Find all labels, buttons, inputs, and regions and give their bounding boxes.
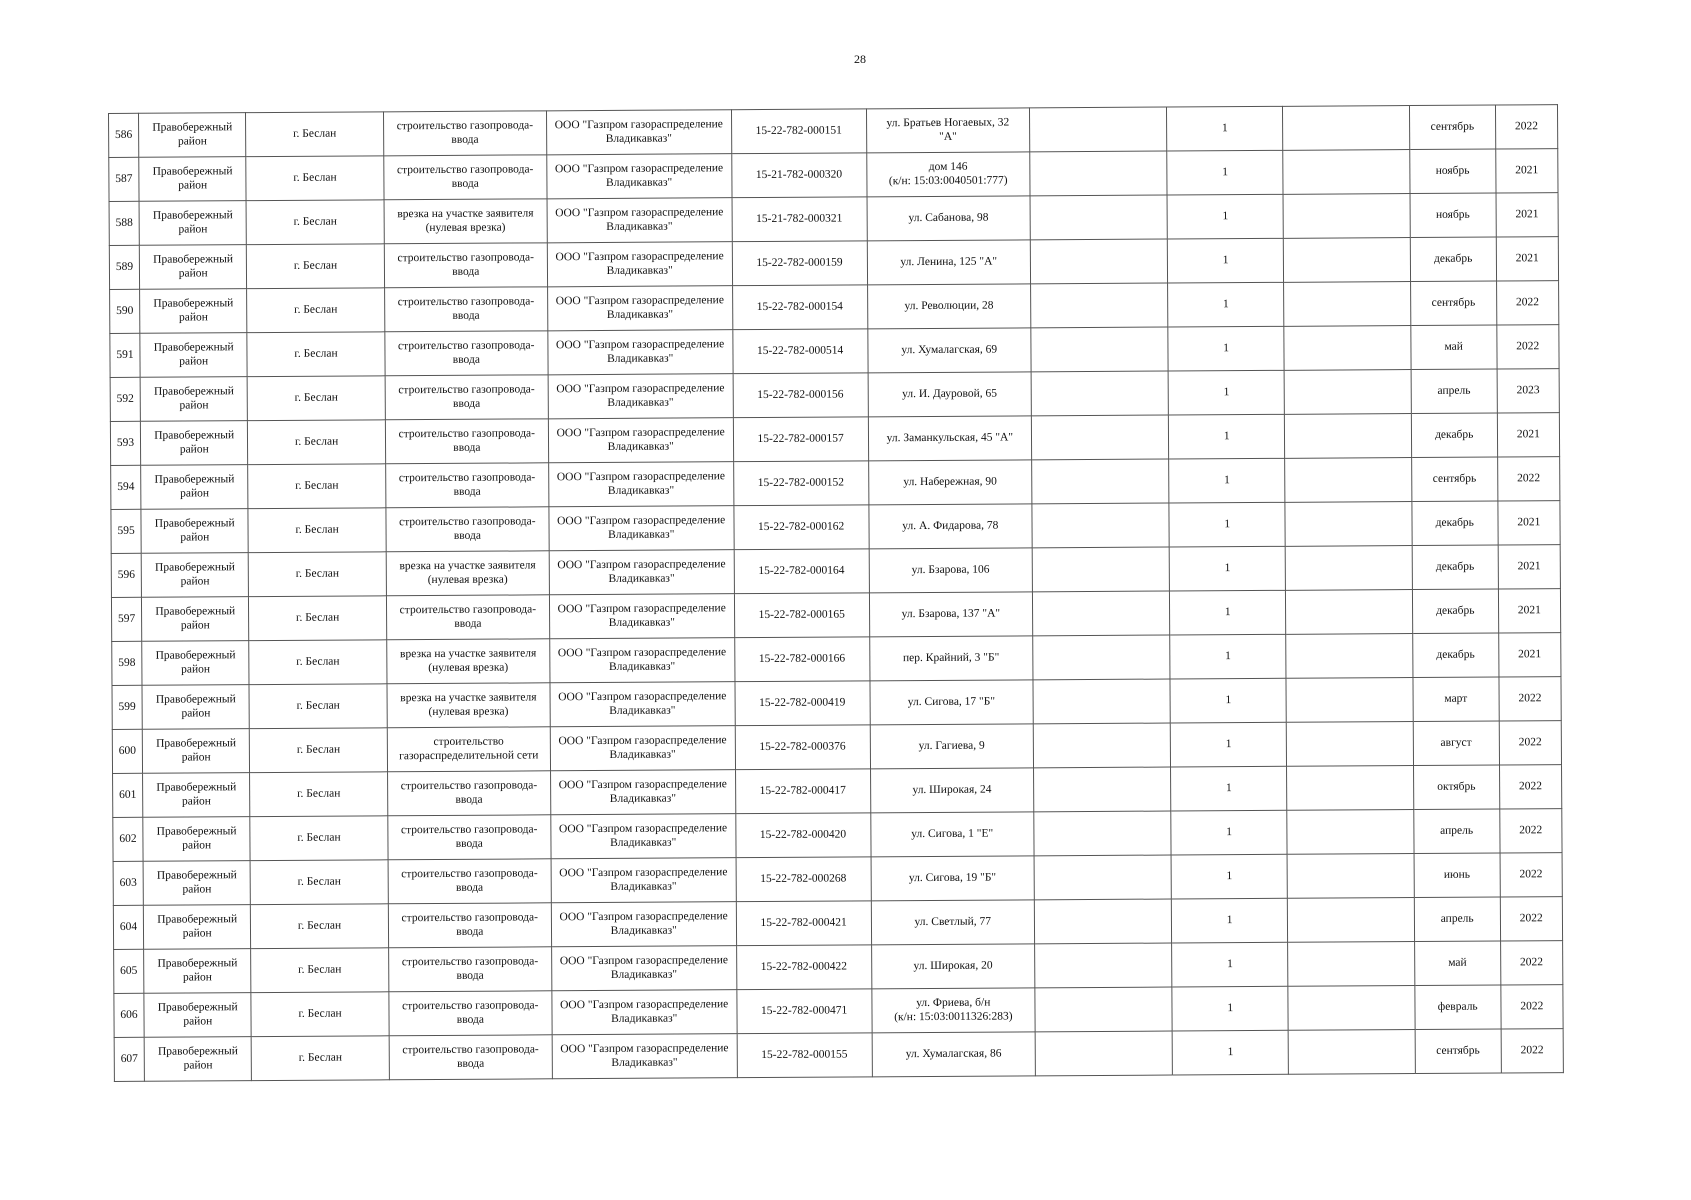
year-cell: 2021 [1496, 237, 1559, 281]
row-number-cell: 594 [111, 465, 141, 509]
address-cell: дом 146 (к/н: 15:03:0040501:777) [866, 152, 1029, 197]
count-cell: 1 [1172, 898, 1288, 943]
organization-cell: ООО "Газпром газораспределение Владикавказ" [549, 550, 734, 595]
year-cell: 2022 [1499, 677, 1562, 721]
organization-cell: ООО "Газпром газораспределение Владикавказ" [546, 110, 731, 155]
city-cell: г. Беслан [247, 332, 385, 377]
empty-cell [1285, 458, 1412, 503]
empty-cell [1033, 723, 1171, 768]
count-cell: 1 [1168, 326, 1284, 371]
city-cell: г. Беслан [247, 376, 385, 421]
count-cell: 1 [1171, 766, 1287, 811]
year-cell: 2023 [1497, 369, 1560, 413]
address-cell: ул. Бзарова, 137 "А" [869, 592, 1032, 637]
month-cell: декабрь [1411, 413, 1497, 458]
work-type-cell: строительство газораспределительной сети [387, 727, 550, 772]
count-cell: 1 [1172, 1030, 1288, 1075]
work-type-cell: строительство газопровода- ввода [388, 947, 551, 992]
empty-cell [1034, 855, 1172, 900]
empty-cell [1284, 282, 1411, 327]
month-cell: ноябрь [1410, 193, 1496, 238]
count-cell: 1 [1172, 942, 1288, 987]
empty-cell [1287, 854, 1414, 899]
empty-cell [1033, 635, 1171, 680]
empty-cell [1286, 678, 1413, 723]
year-cell: 2022 [1496, 281, 1559, 325]
city-cell: г. Беслан [248, 464, 386, 509]
year-cell: 2022 [1496, 325, 1559, 369]
row-number-cell: 607 [114, 1037, 144, 1081]
month-cell: ноябрь [1410, 149, 1496, 194]
month-cell: июнь [1414, 853, 1500, 898]
work-type-cell: строительство газопровода- ввода [383, 111, 546, 156]
year-cell: 2021 [1498, 589, 1561, 633]
count-cell: 1 [1172, 986, 1288, 1031]
address-cell: ул. Светлый, 77 [871, 900, 1034, 945]
work-type-cell: строительство газопровода- ввода [385, 463, 548, 508]
city-cell: г. Беслан [249, 640, 387, 685]
year-cell: 2022 [1495, 105, 1558, 149]
month-cell: октябрь [1413, 765, 1499, 810]
count-cell: 1 [1169, 502, 1285, 547]
empty-cell [1035, 1031, 1173, 1076]
empty-cell [1032, 591, 1170, 636]
district-cell: Правобережный район [144, 1037, 252, 1082]
application-number-cell: 15-22-782-000471 [736, 989, 872, 1034]
empty-cell [1288, 986, 1415, 1031]
organization-cell: ООО "Газпром газораспределение Владикавказ" [551, 902, 736, 947]
month-cell: сентябрь [1415, 1029, 1501, 1074]
empty-cell [1033, 679, 1171, 724]
empty-cell [1286, 722, 1413, 767]
empty-cell [1283, 106, 1410, 151]
year-cell: 2021 [1498, 545, 1561, 589]
month-cell: май [1411, 325, 1497, 370]
work-type-cell: строительство газопровода- ввода [388, 859, 551, 904]
application-number-cell: 15-22-782-000152 [733, 461, 869, 506]
count-cell: 1 [1170, 722, 1286, 767]
organization-cell: ООО "Газпром газораспределение Владикавказ" [551, 858, 736, 903]
address-cell: ул. Заманкульская, 45 "А" [868, 416, 1031, 461]
year-cell: 2022 [1500, 853, 1563, 897]
city-cell: г. Беслан [251, 904, 389, 949]
application-number-cell: 15-22-782-000155 [737, 1033, 873, 1078]
organization-cell: ООО "Газпром газораспределение Владикавказ" [547, 198, 732, 243]
organization-cell: ООО "Газпром газораспределение Владикавказ" [549, 462, 734, 507]
row-number-cell: 592 [110, 377, 140, 421]
count-cell: 1 [1171, 810, 1287, 855]
city-cell: г. Беслан [250, 816, 388, 861]
organization-cell: ООО "Газпром газораспределение Владикавказ" [550, 726, 735, 771]
application-number-cell: 15-22-782-000514 [732, 329, 868, 374]
empty-cell [1033, 767, 1171, 812]
month-cell: апрель [1414, 809, 1500, 854]
address-cell: ул. Бзарова, 106 [869, 548, 1032, 593]
address-cell: ул. Широкая, 24 [870, 768, 1033, 813]
row-number-cell: 599 [112, 685, 142, 729]
organization-cell: ООО "Газпром газораспределение Владикавказ" [547, 154, 732, 199]
count-cell: 1 [1171, 854, 1287, 899]
address-cell: ул. Набережная, 90 [868, 460, 1031, 505]
empty-cell [1284, 326, 1411, 371]
city-cell: г. Беслан [246, 200, 384, 245]
work-type-cell: строительство газопровода- ввода [388, 903, 551, 948]
address-cell: ул. Гагиева, 9 [870, 724, 1033, 769]
city-cell: г. Беслан [247, 244, 385, 289]
district-cell: Правобережный район [142, 685, 250, 730]
year-cell: 2022 [1501, 985, 1564, 1029]
application-number-cell: 15-22-782-000165 [734, 593, 870, 638]
count-cell: 1 [1167, 106, 1283, 151]
city-cell: г. Беслан [250, 772, 388, 817]
work-type-cell: врезка на участке заявителя (нулевая врезка) [386, 551, 549, 596]
work-type-cell: врезка на участке заявителя (нулевая врезка) [384, 199, 547, 244]
address-cell: ул. Фриева, б/н (к/н: 15:03:0011326:283) [872, 988, 1035, 1033]
application-number-cell: 15-22-782-000164 [734, 549, 870, 594]
empty-cell [1032, 503, 1170, 548]
empty-cell [1286, 590, 1413, 635]
district-cell: Правобережный район [144, 949, 252, 994]
organization-cell: ООО "Газпром газораспределение Владикавказ" [550, 682, 735, 727]
work-type-cell: строительство газопровода- ввода [385, 331, 548, 376]
empty-cell [1035, 987, 1173, 1032]
month-cell: сентябрь [1410, 281, 1496, 326]
district-cell: Правобережный район [139, 245, 247, 290]
organization-cell: ООО "Газпром газораспределение Владикавказ" [550, 770, 735, 815]
empty-cell [1287, 898, 1414, 943]
month-cell: февраль [1415, 985, 1501, 1030]
month-cell: сентябрь [1411, 457, 1497, 502]
row-number-cell: 600 [112, 729, 142, 773]
row-number-cell: 604 [113, 905, 143, 949]
empty-cell [1034, 899, 1172, 944]
empty-cell [1286, 634, 1413, 679]
empty-cell [1031, 415, 1169, 460]
row-number-cell: 586 [109, 113, 139, 157]
year-cell: 2022 [1501, 1029, 1564, 1073]
district-cell: Правобережный район [140, 333, 248, 378]
district-cell: Правобережный район [140, 289, 248, 334]
district-cell: Правобережный район [140, 377, 248, 422]
empty-cell [1030, 195, 1168, 240]
empty-cell [1283, 194, 1410, 239]
empty-cell [1030, 239, 1168, 284]
row-number-cell: 593 [110, 421, 140, 465]
organization-cell: ООО "Газпром газораспределение Владикавказ" [551, 946, 736, 991]
organization-cell: ООО "Газпром газораспределение Владикавказ" [549, 594, 734, 639]
work-type-cell: строительство газопровода- ввода [389, 991, 552, 1036]
address-cell: ул. Сабанова, 98 [867, 196, 1030, 241]
row-number-cell: 606 [114, 993, 144, 1037]
year-cell: 2022 [1499, 721, 1562, 765]
count-cell: 1 [1170, 678, 1286, 723]
district-cell: Правобережный район [141, 465, 249, 510]
year-cell: 2022 [1500, 941, 1563, 985]
month-cell: декабрь [1412, 545, 1498, 590]
organization-cell: ООО "Газпром газораспределение Владикавказ" [548, 418, 733, 463]
count-cell: 1 [1168, 238, 1284, 283]
empty-cell [1283, 238, 1410, 283]
application-number-cell: 15-22-782-000268 [736, 857, 872, 902]
row-number-cell: 589 [109, 245, 139, 289]
application-number-cell: 15-22-782-000420 [735, 813, 871, 858]
district-cell: Правобережный район [143, 861, 251, 906]
address-cell: ул. А. Фидарова, 78 [869, 504, 1032, 549]
organization-cell: ООО "Газпром газораспределение Владикавказ" [552, 990, 737, 1035]
month-cell: март [1413, 677, 1499, 722]
organization-cell: ООО "Газпром газораспределение Владикавказ" [548, 374, 733, 419]
work-type-cell: строительство газопровода- ввода [389, 1035, 552, 1080]
city-cell: г. Беслан [248, 508, 386, 553]
empty-cell [1283, 150, 1410, 195]
city-cell: г. Беслан [252, 1036, 390, 1081]
month-cell: май [1414, 941, 1500, 986]
address-cell: ул. Сигова, 19 "Б" [871, 856, 1034, 901]
empty-cell [1285, 502, 1412, 547]
month-cell: декабрь [1412, 589, 1498, 634]
empty-cell [1284, 370, 1411, 415]
table-row [114, 1029, 1563, 1082]
address-cell: ул. И. Дауровой, 65 [868, 372, 1031, 417]
empty-cell [1285, 546, 1412, 591]
row-number-cell: 598 [112, 641, 142, 685]
application-number-cell: 15-22-782-000157 [733, 417, 869, 462]
count-cell: 1 [1169, 458, 1285, 503]
work-type-cell: строительство газопровода- ввода [384, 287, 547, 332]
year-cell: 2022 [1499, 809, 1562, 853]
city-cell: г. Беслан [248, 420, 386, 465]
year-cell: 2021 [1498, 633, 1561, 677]
application-number-cell: 15-22-782-000156 [733, 373, 869, 418]
address-cell: ул. Хумалагская, 86 [872, 1032, 1035, 1077]
month-cell: апрель [1414, 897, 1500, 942]
month-cell: декабрь [1410, 237, 1496, 282]
district-cell: Правобережный район [143, 905, 251, 950]
work-type-cell: строительство газопровода- ввода [384, 243, 547, 288]
application-number-cell: 15-22-782-000421 [736, 901, 872, 946]
address-cell: ул. Ленина, 125 "А" [867, 240, 1030, 285]
application-number-cell: 15-22-782-000154 [732, 285, 868, 330]
district-cell: Правобережный район [139, 157, 247, 202]
count-cell: 1 [1169, 546, 1285, 591]
district-cell: Правобережный район [141, 553, 249, 598]
work-type-cell: строительство газопровода- ввода [385, 419, 548, 464]
application-number-cell: 15-22-782-000376 [735, 725, 871, 770]
application-number-cell: 15-22-782-000422 [736, 945, 872, 990]
city-cell: г. Беслан [247, 288, 385, 333]
count-cell: 1 [1169, 414, 1285, 459]
district-cell: Правобережный район [142, 729, 250, 774]
row-number-cell: 591 [110, 333, 140, 377]
empty-cell [1287, 766, 1414, 811]
month-cell: апрель [1411, 369, 1497, 414]
year-cell: 2021 [1496, 193, 1559, 237]
row-number-cell: 605 [114, 949, 144, 993]
organization-cell: ООО "Газпром газораспределение Владикавказ" [551, 814, 736, 859]
count-cell: 1 [1170, 634, 1286, 679]
application-number-cell: 15-22-782-000159 [732, 241, 868, 286]
count-cell: 1 [1168, 370, 1284, 415]
year-cell: 2021 [1498, 501, 1561, 545]
row-number-cell: 602 [113, 817, 143, 861]
row-number-cell: 603 [113, 861, 143, 905]
row-number-cell: 587 [109, 157, 139, 201]
city-cell: г. Беслан [249, 552, 387, 597]
application-number-cell: 15-21-782-000320 [731, 153, 867, 198]
empty-cell [1030, 283, 1168, 328]
work-type-cell: строительство газопровода- ввода [384, 155, 547, 200]
district-cell: Правобережный район [140, 421, 248, 466]
month-cell: декабрь [1412, 501, 1498, 546]
organization-cell: ООО "Газпром газораспределение Владикавказ" [547, 286, 732, 331]
application-number-cell: 15-22-782-000166 [734, 637, 870, 682]
count-cell: 1 [1170, 590, 1286, 635]
address-cell: ул. Революции, 28 [867, 284, 1030, 329]
district-cell: Правобережный район [144, 993, 252, 1038]
table-body [109, 105, 1564, 1082]
empty-cell [1288, 942, 1415, 987]
organization-cell: ООО "Газпром газораспределение Владикавказ" [547, 242, 732, 287]
year-cell: 2022 [1500, 897, 1563, 941]
row-number-cell: 596 [111, 553, 141, 597]
address-cell: пер. Крайний, 3 "Б" [869, 636, 1032, 681]
district-cell: Правобережный район [139, 201, 247, 246]
address-cell: ул. Широкая, 20 [871, 944, 1034, 989]
row-number-cell: 601 [113, 773, 143, 817]
page-number: 28 [854, 52, 866, 66]
application-number-cell: 15-22-782-000162 [733, 505, 869, 550]
organization-cell: ООО "Газпром газораспределение Владикавказ" [550, 638, 735, 683]
address-cell: ул. Братьев Ногаевых, 32 "А" [866, 108, 1029, 153]
city-cell: г. Беслан [250, 860, 388, 905]
work-type-cell: строительство газопровода- ввода [388, 815, 551, 860]
register-table [108, 104, 1564, 1082]
city-cell: г. Беслан [251, 948, 389, 993]
empty-cell [1031, 371, 1169, 416]
application-number-cell: 15-21-782-000321 [732, 197, 868, 242]
work-type-cell: строительство газопровода- ввода [386, 595, 549, 640]
address-cell: ул. Хумалагская, 69 [868, 328, 1031, 373]
city-cell: г. Беслан [249, 596, 387, 641]
empty-cell [1285, 414, 1412, 459]
year-cell: 2021 [1495, 149, 1558, 193]
work-type-cell: строительство газопровода- ввода [386, 507, 549, 552]
district-cell: Правобережный район [142, 597, 250, 642]
empty-cell [1032, 459, 1170, 504]
empty-cell [1034, 943, 1172, 988]
work-type-cell: врезка на участке заявителя (нулевая врезка) [386, 639, 549, 684]
work-type-cell: врезка на участке заявителя (нулевая врезка) [387, 683, 550, 728]
empty-cell [1287, 810, 1414, 855]
empty-cell [1031, 327, 1169, 372]
city-cell: г. Беслан [249, 684, 387, 729]
row-number-cell: 588 [109, 201, 139, 245]
month-cell: декабрь [1413, 633, 1499, 678]
city-cell: г. Беслан [246, 112, 384, 157]
empty-cell [1034, 811, 1172, 856]
month-cell: август [1413, 721, 1499, 766]
city-cell: г. Беслан [246, 156, 384, 201]
organization-cell: ООО "Газпром газораспределение Владикавказ" [549, 506, 734, 551]
work-type-cell: строительство газопровода- ввода [385, 375, 548, 420]
address-cell: ул. Сигова, 1 "Е" [871, 812, 1034, 857]
empty-cell [1029, 107, 1167, 152]
count-cell: 1 [1167, 150, 1283, 195]
row-number-cell: 590 [110, 289, 140, 333]
application-number-cell: 15-22-782-000417 [735, 769, 871, 814]
work-type-cell: строительство газопровода- ввода [387, 771, 550, 816]
district-cell: Правобережный район [142, 641, 250, 686]
row-number-cell: 595 [111, 509, 141, 553]
count-cell: 1 [1167, 194, 1283, 239]
organization-cell: ООО "Газпром газораспределение Владикавказ" [548, 330, 733, 375]
row-number-cell: 597 [111, 597, 141, 641]
district-cell: Правобережный район [143, 773, 251, 818]
district-cell: Правобережный район [143, 817, 251, 862]
month-cell: сентябрь [1409, 105, 1495, 150]
empty-cell [1030, 151, 1168, 196]
city-cell: г. Беслан [251, 992, 389, 1037]
organization-cell: ООО "Газпром газораспределение Владикавказ" [552, 1034, 737, 1079]
application-number-cell: 15-22-782-000151 [731, 109, 867, 154]
district-cell: Правобережный район [141, 509, 249, 554]
empty-cell [1288, 1030, 1415, 1075]
count-cell: 1 [1168, 282, 1284, 327]
application-number-cell: 15-22-782-000419 [734, 681, 870, 726]
year-cell: 2022 [1499, 765, 1562, 809]
year-cell: 2022 [1497, 457, 1560, 501]
empty-cell [1032, 547, 1170, 592]
district-cell: Правобережный район [139, 113, 247, 158]
city-cell: г. Беслан [250, 728, 388, 773]
address-cell: ул. Сигова, 17 "Б" [870, 680, 1033, 725]
year-cell: 2021 [1497, 413, 1560, 457]
